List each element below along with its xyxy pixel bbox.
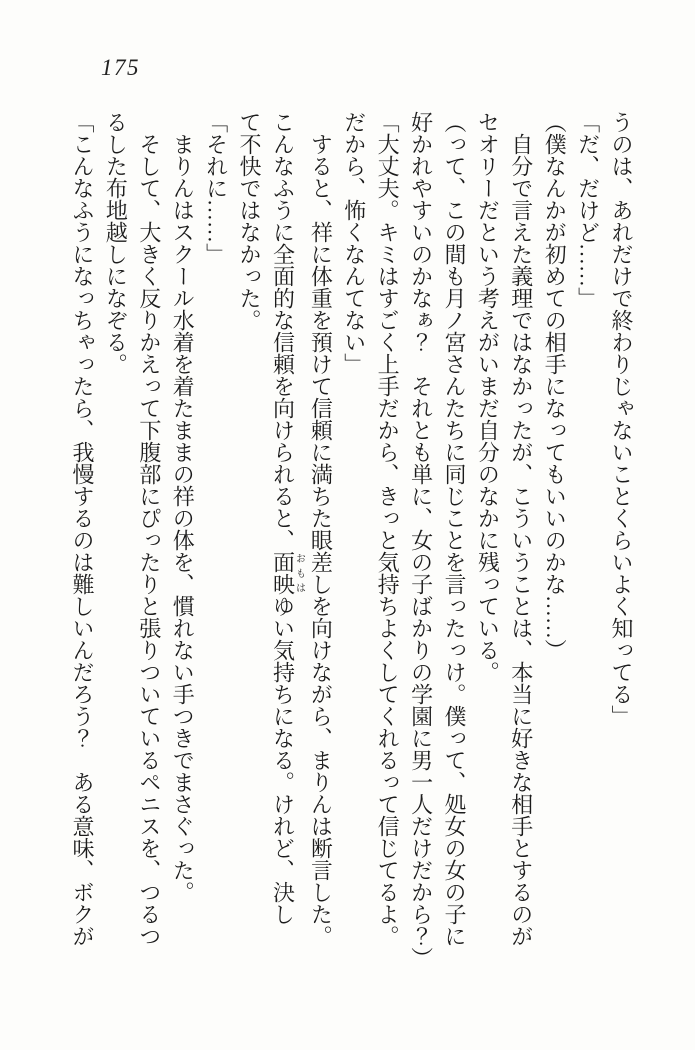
furigana: おもは: [293, 551, 305, 595]
text-column-4: 自分で言えた義理ではなかったが、こういうことは、本当に好きな相手とするのが: [508, 111, 534, 947]
text-column-2: 「だ、だけど……」: [575, 111, 601, 309]
ruby-annotated-word: 面映おもは: [270, 551, 305, 595]
text-column-14: まりんはスクール水着を着たままの祥の体を、慣れない手つきでまさぐった。: [170, 111, 196, 903]
page-number: 175: [101, 55, 140, 80]
text-column-7: 好かれやすいのかなぁ？ それとも単に、女の子ばかりの学園に男一人だけだから？）: [408, 111, 434, 969]
text-column-11: こんなふうに全面的な信頼を向けられると、面映おもはゆい気持ちになる。けれど、決し: [270, 111, 305, 925]
text-column-3: （僕なんかが初めての相手になってもいいのかな……）: [542, 111, 568, 661]
text-column-10: すると、祥に体重を預けて信頼に満ちた眼差しを向けながら、まりんは断言した。: [308, 111, 334, 947]
text-column-13: 「それに……」: [203, 111, 229, 265]
text-column-9: だから、怖くなんてない」: [341, 111, 367, 375]
text-column-8: 「大丈夫。キミはすごく上手だから、きっと気持ちよくしてくれるって信じてるよ。: [375, 111, 401, 947]
text-column-1: うのは、あれだけで終わりじゃないことくらいよく知ってる」: [609, 111, 634, 727]
text-column-16: るした布地越しになぞる。: [103, 111, 129, 375]
text-column-5: セオリーだという考えがいまだ自分のなかに残っている。: [475, 111, 501, 683]
text-column-12: て不快ではなかった。: [237, 111, 263, 331]
text-column-17: 「こんなふうになっちゃったら、我慢するのは難しいんだろう？ ある意味、ボクが: [70, 111, 95, 947]
text-block: [68, 111, 638, 991]
text-column-15: そして、大きく反りかえって下腹部にぴったりと張りついているペニスを、つるつ: [136, 111, 162, 947]
text-column-6: （って、この間も月ノ宮さんたちに同じことを言ったっけ。僕って、処女の女の子に: [441, 111, 467, 947]
